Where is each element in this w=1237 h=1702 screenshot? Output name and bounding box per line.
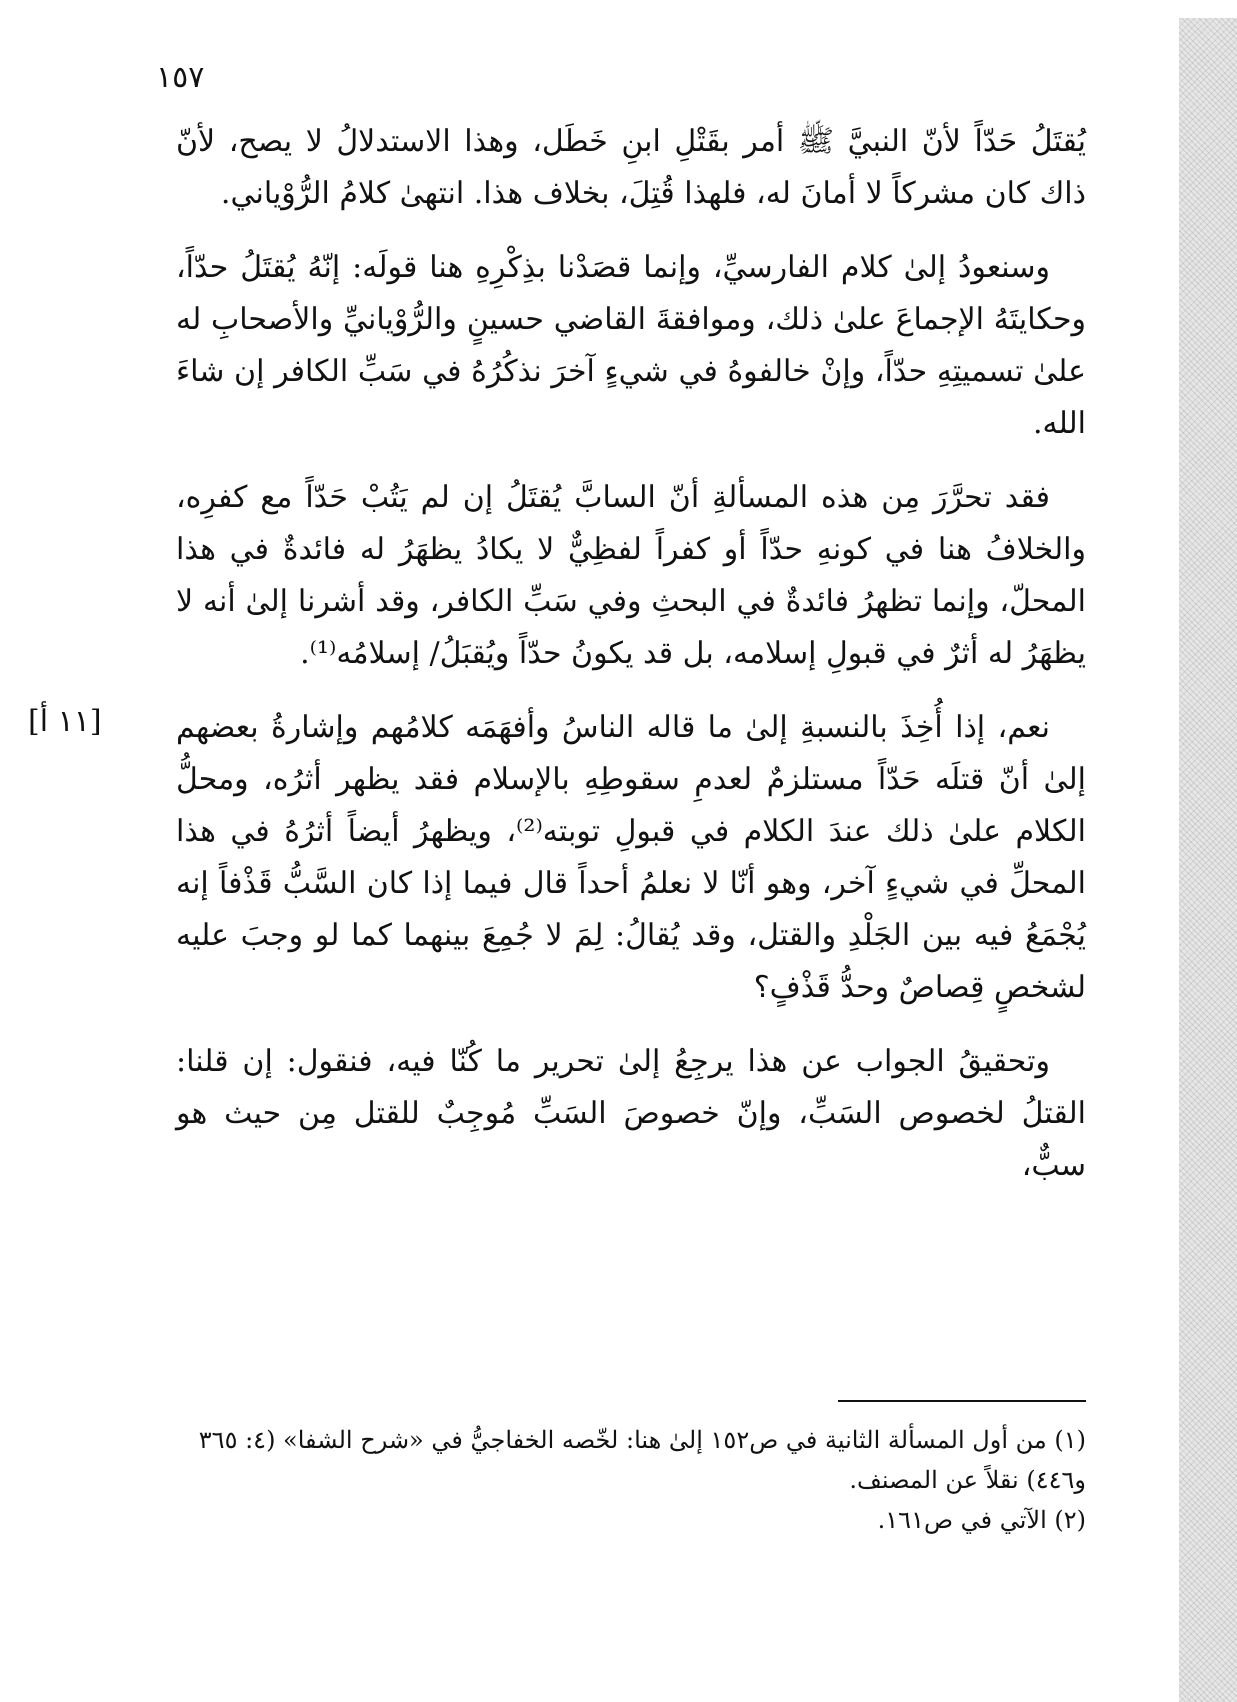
paragraph-2: وسنعودُ إلىٰ كلام الفارسيِّ، وإنما قصَدْنا بذِكْرِهِ هنا قولَه: إنّهُ يُقتَلُ حدّاً، وحكايتَهُ الإجماعَ علىٰ ذلك، وموافقةَ القاضي حسينٍ والرُّوْيانيِّ والأصحابِ له علىٰ تسميتِهِ حدّاً، وإنْ خالفوهُ في شيءٍ آخرَ نذكُرُهُ في سَبِّ الكافر إن شاءَ الله. <box>176 250 1086 441</box>
page-number: ١٥٧ <box>156 60 205 95</box>
footnote-2: (٢) الآتي في ص١٦١. <box>877 1506 1086 1534</box>
footnote-divider <box>838 1400 1086 1402</box>
footnotes <box>176 1420 1086 1540</box>
footnote-1: (١) من أول المسألة الثانية في ص١٥٢ إلىٰ هنا: لخّصه الخفاجيُّ في «شرح الشفا» (٤: ٣٦٥ و٤٤٦) نقلاً عن المصنف. <box>198 1426 1086 1494</box>
main-text <box>176 116 1086 1214</box>
page-edge-shadow <box>1179 18 1237 1702</box>
paragraph-3: فقد تحرَّرَ مِن هذه المسألةِ أنّ السابَّ يُقتَلُ إن لم يَتُبْ حَدّاً مع كفرِه، والخلافُ هنا في كونهِ حدّاً أو كفراً لفظِيٌّ لا يكادُ يظهَرُ له فائدةٌ في هذا المحلّ، وإنما تظهرُ فائدةٌ في البحثِ وفي سَبِّ الكافر، وقد أشرنا إلىٰ أنه لا يظهَرُ له أثرٌ في قبولِ إسلامه، بل قد يكونُ حدّاً ويُقبَلُ/ إسلامُه⁽¹⁾. <box>176 480 1086 671</box>
manuscript-folio-marker: [١١ أ] <box>28 704 102 739</box>
paragraph-4: نعم، إذا أُخِذَ بالنسبةِ إلىٰ ما قاله الناسُ وأفهَمَه كلامُهم وإشارةُ بعضهم إلىٰ أنّ قتلَه حَدّاً مستلزمٌ لعدمِ سقوطِهِ بالإسلام فقد يظهر أثرُه، ومحلُّ الكلام علىٰ ذلك عندَ الكلام في قبولِ توبته⁽²⁾، ويظهرُ أيضاً أثرُهُ في هذا المحلِّ في شيءٍ آخر، وهو أنّا لا نعلمُ أحداً قال فيما إذا كان السَّبُّ قَذْفاً إنه يُجْمَعُ فيه بين الجَلْدِ والقتل، وقد يُقالُ: لِمَ لا جُمِعَ بينهما كما لو وجبَ عليه لشخصٍ قِصاصٌ وحدُّ قَذْفٍ؟ <box>176 710 1086 1005</box>
paragraph-5: وتحقيقُ الجواب عن هذا يرجِعُ إلىٰ تحرير ما كُنّا فيه، فنقول: إن قلنا: القتلُ لخصوص السَبِّ، وإنّ خصوصَ السَبِّ مُوجِبٌ للقتل مِن حيث هو سبٌّ، <box>176 1044 1086 1183</box>
paragraph-1: يُقتَلُ حَدّاً لأنّ النبيَّ ﷺ أمر بقَتْلِ ابنِ خَطَل، وهذا الاستدلالُ لا يصح، لأنّ ذاك كان مشركاً لا أمانَ له، فلهذا قُتِلَ، بخلاف هذا. انتهىٰ كلامُ الرُّوْياني. <box>176 124 1086 211</box>
